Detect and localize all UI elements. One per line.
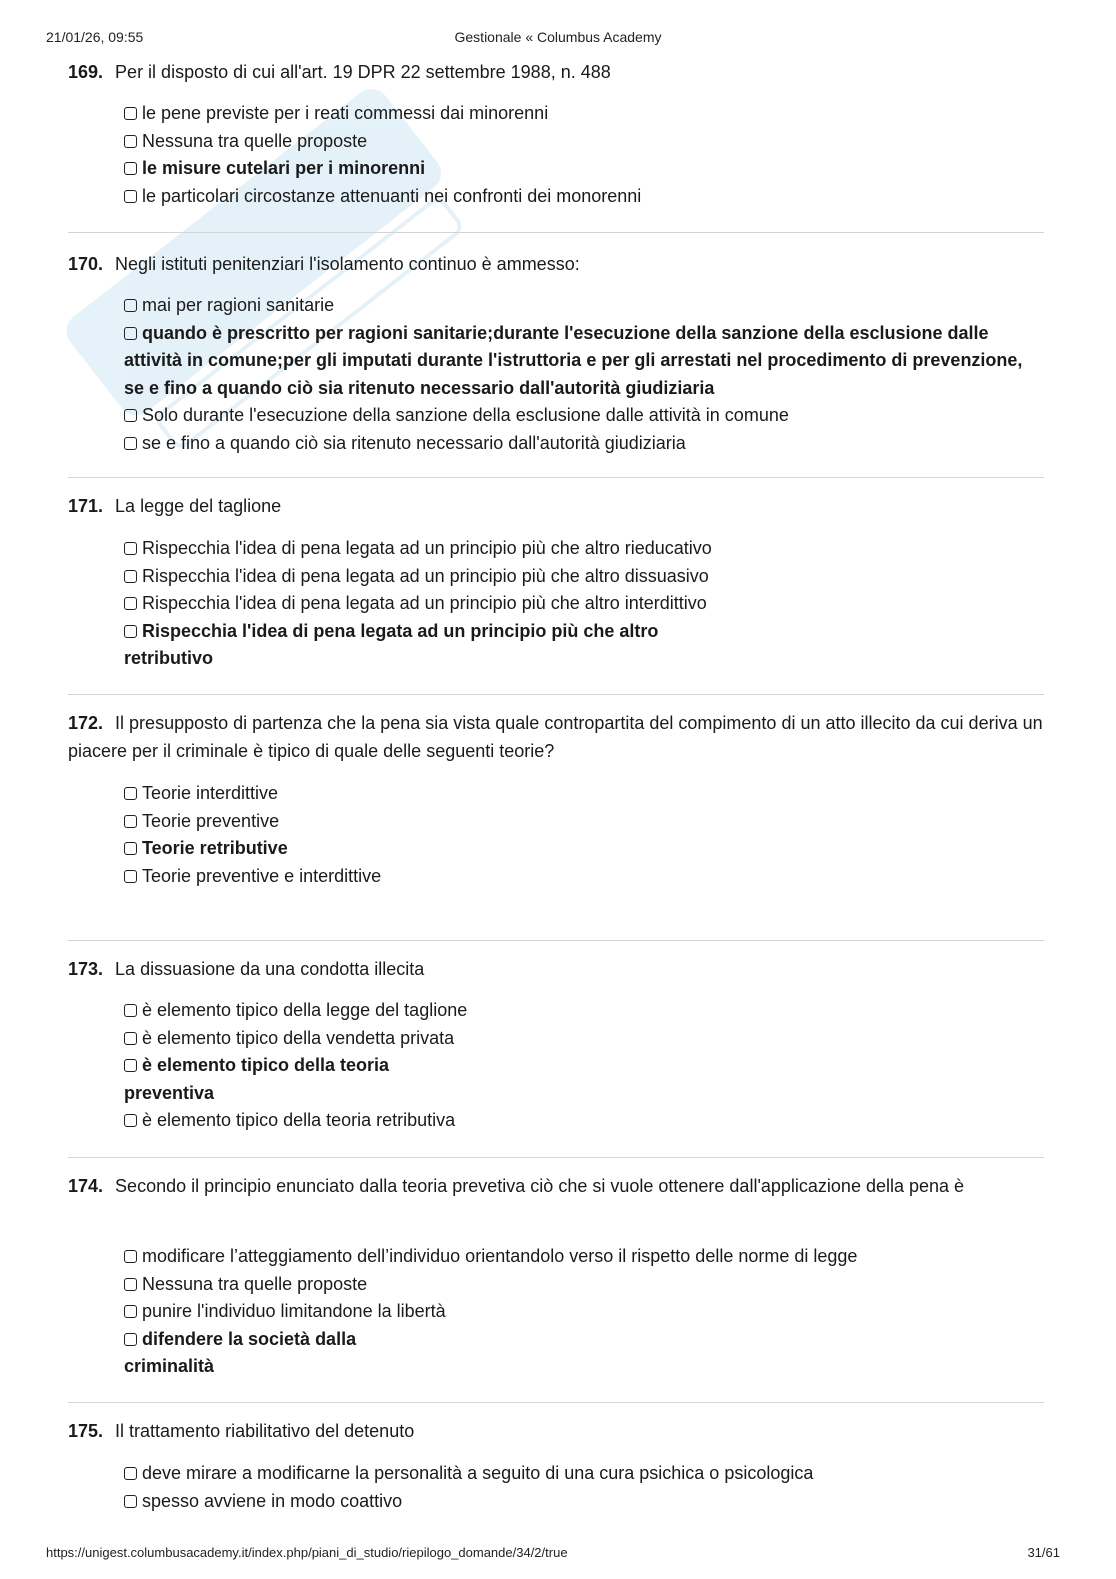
answer-option[interactable]: Teorie preventive (124, 808, 1024, 836)
checkbox-icon (124, 437, 137, 450)
checkbox-icon (124, 1333, 137, 1346)
answer-option[interactable]: le pene previste per i reati commessi dai minorenni (124, 100, 1024, 128)
checkbox-icon (124, 1032, 137, 1045)
page-title: Gestionale « Columbus Academy (454, 29, 662, 45)
question-text: Per il disposto di cui all'art. 19 DPR 22 settembre 1988, n. 488 (115, 62, 611, 82)
options-169 (124, 100, 1024, 210)
checkbox-icon (124, 162, 137, 175)
answer-option[interactable]: deve mirare a modificarne la personalità a seguito di una cura psichica o psicologica (124, 1460, 1024, 1488)
checkbox-icon (124, 190, 137, 203)
question-number: 175. (68, 1421, 104, 1441)
answer-option-correct[interactable]: quando è prescritto per ragioni sanitarie;durante l'esecuzione della sanzione della esclusione dalle attività in comune;per gli imputati durante l'istruttoria e per gli arrestati nel procedimento di prevenzione, se e fino a quando ciò sia ritenuto necessario dall'autorità giudiziaria (124, 322, 1023, 398)
answer-option[interactable]: punire l'individuo limitandone la libertà (124, 1298, 1024, 1326)
checkbox-icon (124, 107, 137, 120)
checkbox-icon (124, 299, 137, 312)
question-text: Il trattamento riabilitativo del detenuto (115, 1421, 415, 1441)
checkbox-icon (124, 597, 137, 610)
question-170 (68, 250, 1044, 278)
options-173 (124, 997, 1024, 1135)
answer-option[interactable]: Nessuna tra quelle proposte (124, 128, 1024, 156)
checkbox-icon (124, 135, 137, 148)
print-datetime: 21/01/26, 09:55 (46, 29, 144, 45)
checkbox-icon (124, 787, 137, 800)
answer-option-correct[interactable]: difendere la società dalla criminalità (124, 1328, 357, 1376)
divider (68, 694, 1044, 695)
divider (68, 1402, 1044, 1403)
question-text: La dissuasione da una condotta illecita (115, 959, 425, 979)
answer-option[interactable]: è elemento tipico della vendetta privata (124, 1025, 1024, 1053)
question-169 (68, 58, 1044, 86)
question-text: Secondo il principio enunciato dalla teoria prevetiva ciò che si vuole ottenere dall'applicazione della pena è (115, 1176, 965, 1196)
question-171 (68, 492, 1044, 520)
checkbox-icon (124, 1004, 137, 1017)
answer-option[interactable]: modificare l’atteggiamento dell’individuo orientandolo verso il rispetto delle norme di legge (124, 1243, 1024, 1271)
checkbox-icon (124, 327, 137, 340)
checkbox-icon (124, 1059, 137, 1072)
answer-option-correct[interactable]: Teorie retributive (124, 835, 324, 863)
options-174 (124, 1243, 1024, 1381)
checkbox-icon (124, 570, 137, 583)
checkbox-icon (124, 1114, 137, 1127)
question-175 (68, 1417, 1044, 1445)
checkbox-icon (124, 815, 137, 828)
question-number: 170. (68, 254, 104, 274)
answer-option[interactable]: è elemento tipico della teoria retributiva (124, 1107, 504, 1135)
options-170 (124, 292, 1024, 457)
question-number: 171. (68, 496, 104, 516)
checkbox-icon (124, 1305, 137, 1318)
question-text: Negli istituti penitenziari l'isolamento continuo è ammesso: (115, 254, 580, 274)
question-text: Il presupposto di partenza che la pena sia vista quale contropartita del compimento di un atto illecito da cui deriva un piacere per il criminale è tipico di quale delle seguenti teorie? (68, 713, 1043, 761)
divider (68, 477, 1044, 478)
answer-option-correct[interactable]: le misure cutelari per i minorenni (124, 155, 1024, 183)
answer-option[interactable]: Teorie preventive e interdittive (124, 863, 1024, 891)
options-175 (124, 1460, 1024, 1515)
answer-option[interactable]: è elemento tipico della legge del taglione (124, 997, 1024, 1025)
question-172 (68, 709, 1044, 765)
question-text: La legge del taglione (115, 496, 282, 516)
answer-option-correct[interactable]: è elemento tipico della teoria preventiva (124, 1055, 390, 1103)
divider (68, 940, 1044, 941)
answer-option[interactable]: Rispecchia l'idea di pena legata ad un principio più che altro interdittivo (124, 590, 1024, 618)
divider (68, 1157, 1044, 1158)
checkbox-icon (124, 1250, 137, 1263)
checkbox-icon (124, 870, 137, 883)
answer-option[interactable]: Solo durante l'esecuzione della sanzione della esclusione dalle attività in comune (124, 402, 1024, 430)
page-url: https://unigest.columbusacademy.it/index.php/piani_di_studio/riepilogo_domande/34/2/true (46, 1545, 568, 1560)
question-number: 173. (68, 959, 104, 979)
options-172 (124, 780, 1024, 890)
checkbox-icon (124, 1467, 137, 1480)
answer-option[interactable]: Rispecchia l'idea di pena legata ad un principio più che altro rieducativo (124, 535, 1024, 563)
checkbox-icon (124, 1278, 137, 1291)
answer-option[interactable]: le particolari circostanze attenuanti nei confronti dei monorenni (124, 183, 1024, 211)
checkbox-icon (124, 842, 137, 855)
checkbox-icon (124, 542, 137, 555)
answer-option-correct[interactable]: Rispecchia l'idea di pena legata ad un principio più che altro retributivo (124, 620, 659, 668)
answer-option[interactable]: mai per ragioni sanitarie (124, 292, 1024, 320)
checkbox-icon (124, 1495, 137, 1508)
question-number: 174. (68, 1176, 104, 1196)
options-171 (124, 535, 1024, 673)
question-174 (68, 1172, 1044, 1200)
question-number: 169. (68, 62, 104, 82)
divider (68, 232, 1044, 233)
checkbox-icon (124, 625, 137, 638)
answer-option[interactable]: Teorie interdittive (124, 780, 1024, 808)
question-number: 172. (68, 713, 104, 733)
answer-option[interactable]: se e fino a quando ciò sia ritenuto necessario dall'autorità giudiziaria (124, 430, 1024, 458)
answer-option[interactable]: Nessuna tra quelle proposte (124, 1271, 1024, 1299)
checkbox-icon (124, 409, 137, 422)
answer-option[interactable]: Rispecchia l'idea di pena legata ad un principio più che altro dissuasivo (124, 563, 1024, 591)
answer-option[interactable]: spesso avviene in modo coattivo (124, 1488, 1024, 1516)
page-number: 31/61 (1027, 1545, 1060, 1560)
question-173 (68, 955, 1044, 983)
